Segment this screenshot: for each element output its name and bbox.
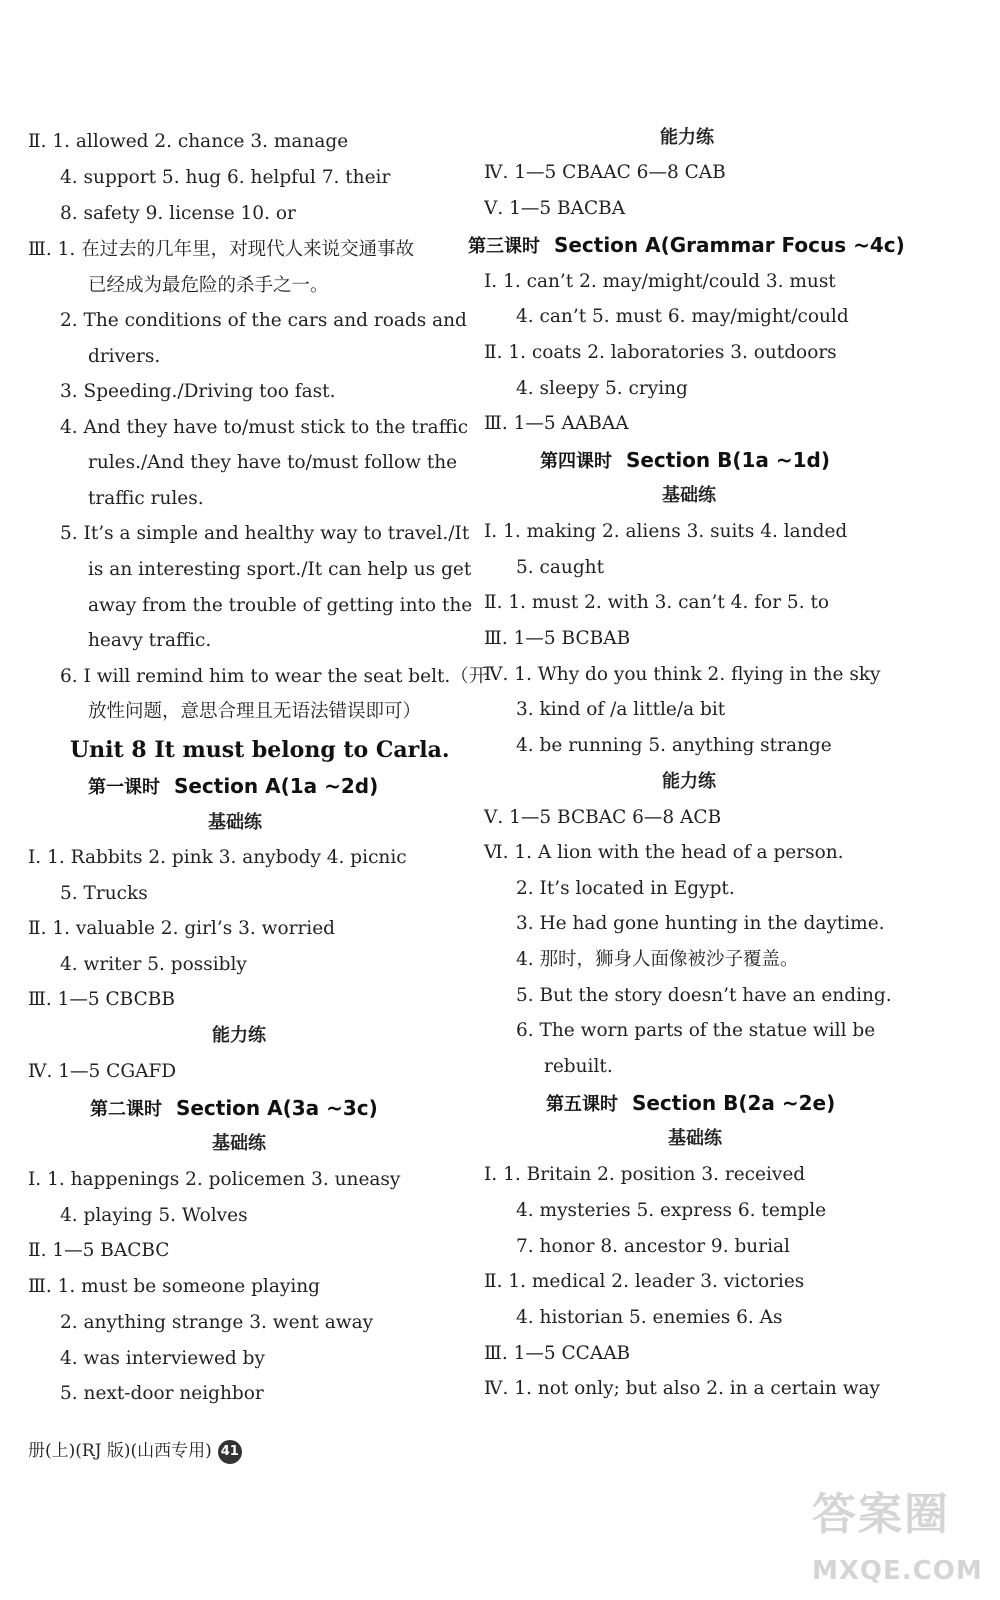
answer-line: Ⅰ. 1. Britain 2. position 3. received <box>484 1164 806 1185</box>
answer-line: Ⅰ. 1. happenings 2. policemen 3. uneasy <box>28 1169 401 1190</box>
answer-line: traffic rules. <box>88 488 204 509</box>
answer-line: 4. was interviewed by <box>60 1348 265 1369</box>
watermark <box>812 1480 987 1590</box>
answer-line: Ⅲ. 1—5 CCAAB <box>484 1343 631 1364</box>
answer-line: Ⅰ. 1. Rabbits 2. pink 3. anybody 4. picnic <box>28 847 407 868</box>
section-heading <box>540 447 830 475</box>
answer-line: Ⅱ. 1. must 2. with 3. can’t 4. for 5. to <box>484 592 830 613</box>
answer-line: 2. anything strange 3. went away <box>60 1312 374 1333</box>
section-lesson: 第四课时 <box>540 451 612 472</box>
answer-line: 4. support 5. hug 6. helpful 7. their <box>60 167 391 188</box>
answer-line: Ⅴ. 1—5 BCBAC 6—8 ACB <box>484 807 722 828</box>
unit-title: Unit 8 It must belong to Carla. <box>70 737 450 763</box>
section-heading <box>90 1095 378 1123</box>
subsection-heading: 基础练 <box>212 1133 266 1154</box>
watermark-logo: 答案圈 <box>812 1489 950 1540</box>
subsection-heading: 能力练 <box>660 127 714 148</box>
answer-line: Ⅱ. 1. medical 2. leader 3. victories <box>484 1271 805 1292</box>
answer-line: Ⅱ. 1. allowed 2. chance 3. manage <box>28 131 349 152</box>
answer-line: 4. And they have to/must stick to the traffic <box>60 417 469 438</box>
section-heading <box>88 773 378 801</box>
answer-line: Ⅰ. 1. making 2. aliens 3. suits 4. landed <box>484 521 848 542</box>
answer-line: 4. be running 5. anything strange <box>516 735 832 756</box>
answer-line: 3. He had gone hunting in the daytime. <box>516 913 885 934</box>
subsection-heading: 基础练 <box>208 812 262 833</box>
answer-line: away from the trouble of getting into the <box>88 595 473 616</box>
answer-line: Ⅳ. 1. Why do you think 2. flying in the sky <box>484 664 881 685</box>
answer-line: 5. It’s a simple and healthy way to travel./It <box>60 523 470 544</box>
section-lesson: 第五课时 <box>546 1094 618 1115</box>
answer-line: 4. mysteries 5. express 6. temple <box>516 1200 827 1221</box>
answer-line: 4. historian 5. enemies 6. As <box>516 1307 783 1328</box>
answer-line: Ⅰ. 1. can’t 2. may/might/could 3. must <box>484 271 836 292</box>
subsection-heading: 基础练 <box>668 1128 722 1149</box>
answer-line: 4. sleepy 5. crying <box>516 378 688 399</box>
answer-line: Ⅱ. 1. coats 2. laboratories 3. outdoors <box>484 342 837 363</box>
answer-line: 8. safety 9. license 10. or <box>60 203 296 224</box>
section-lesson: 第一课时 <box>88 777 160 798</box>
answer-line: 7. honor 8. ancestor 9. burial <box>516 1236 790 1257</box>
answer-line: Ⅱ. 1. valuable 2. girl’s 3. worried <box>28 918 336 939</box>
subsection-heading: 能力练 <box>662 771 716 792</box>
answer-line: Ⅲ. 1. must be someone playing <box>28 1276 320 1297</box>
page-number: 41 <box>218 1440 242 1464</box>
section-title: Section A(3a ~3c) <box>175 1096 378 1120</box>
answer-line: 5. next-door neighbor <box>60 1383 264 1404</box>
answer-line: 已经成为最危险的杀手之一。 <box>88 275 329 296</box>
section-heading <box>546 1090 835 1118</box>
answer-line: 6. I will remind him to wear the seat belt.（开 <box>60 666 488 687</box>
watermark-text: MXQE.COM <box>812 1556 983 1586</box>
answer-line: 2. It’s located in Egypt. <box>516 878 735 899</box>
section-heading <box>468 232 905 260</box>
answer-line: Ⅲ. 1—5 AABAA <box>484 413 629 434</box>
answer-line: Ⅳ. 1. not only; but also 2. in a certain way <box>484 1378 881 1399</box>
answer-line: 6. The worn parts of the statue will be <box>516 1020 876 1041</box>
answer-line: 3. kind of /a little/a bit <box>516 699 726 720</box>
answer-line: Ⅲ. 1—5 BCBAB <box>484 628 631 649</box>
answer-line: 4. can’t 5. must 6. may/might/could <box>516 306 849 327</box>
answer-line: rules./And they have to/must follow the <box>88 452 458 473</box>
footer-book-info: 册(上)(RJ 版)(山西专用) <box>28 1441 212 1461</box>
answer-line: 2. The conditions of the cars and roads and <box>60 310 467 331</box>
section-title: Section B(1a ~1d) <box>625 448 831 472</box>
answer-line: is an interesting sport./It can help us get <box>88 559 472 580</box>
answer-line: 4. writer 5. possibly <box>60 954 247 975</box>
answer-line: 3. Speeding./Driving too fast. <box>60 381 336 402</box>
section-lesson: 第三课时 <box>468 236 540 257</box>
answer-line: Ⅵ. 1. A lion with the head of a person. <box>484 842 844 863</box>
answer-line: Ⅳ. 1—5 CGAFD <box>28 1061 177 1082</box>
subsection-heading: 基础练 <box>662 485 716 506</box>
answer-line: heavy traffic. <box>88 630 212 651</box>
answer-line: Ⅲ. 1—5 CBCBB <box>28 989 175 1010</box>
answer-line: 4. playing 5. Wolves <box>60 1205 248 1226</box>
answer-line: Ⅱ. 1—5 BACBC <box>28 1240 170 1261</box>
answer-line: Ⅴ. 1—5 BACBA <box>484 198 626 219</box>
answer-line: 放性问题，意思合理且无语法错误即可） <box>88 701 422 722</box>
answer-line: Ⅲ. 1. 在过去的几年里，对现代人来说交通事故 <box>28 239 415 260</box>
section-title: Section B(2a ~2e) <box>631 1091 836 1115</box>
answer-line: 5. But the story doesn’t have an ending. <box>516 985 892 1006</box>
answer-line: 5. Trucks <box>60 883 148 904</box>
answer-line: rebuilt. <box>544 1056 613 1077</box>
answer-line: 4. 那时，狮身人面像被沙子覆盖。 <box>516 949 799 970</box>
answer-line: Ⅳ. 1—5 CBAAC 6—8 CAB <box>484 162 726 183</box>
section-lesson: 第二课时 <box>90 1099 162 1120</box>
section-title: Section A(1a ~2d) <box>173 774 379 798</box>
subsection-heading: 能力练 <box>212 1025 266 1046</box>
answer-line: 5. caught <box>516 557 605 578</box>
section-title: Section A(Grammar Focus ~4c) <box>553 233 905 257</box>
answer-line: drivers. <box>88 346 161 367</box>
page-footer <box>28 1436 242 1464</box>
